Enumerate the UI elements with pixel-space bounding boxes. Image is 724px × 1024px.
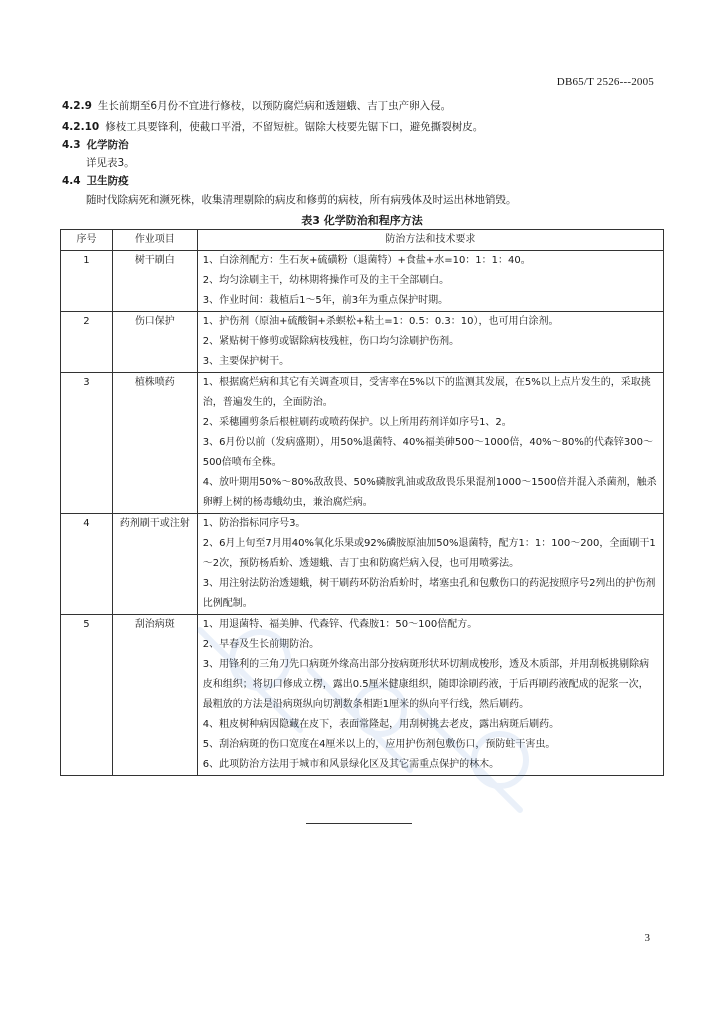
method-line: 2、采穗圃剪条后根桩刷药或喷药保护。以上所用药剂详如序号1、2。	[202, 417, 512, 428]
method-line: 5、刮治病斑的伤口宽度在4厘米以上的，应用护伤剂包敷伤口，预防蛀干害虫。	[202, 739, 556, 750]
control-methods-table	[60, 229, 664, 776]
method-line: 3、用注射法防治透翅蛾，树干刷药环防治盾蚧时，堵塞虫孔和包敷伤口的药泥按照序号2列出的护伤剂比例配制。	[202, 578, 656, 609]
method-line: 2、早春及生长前期防治。	[202, 639, 320, 650]
row-item: 伤口保护	[112, 312, 197, 373]
row-number: 4	[61, 514, 113, 615]
row-method	[197, 312, 663, 373]
row-item: 树干刷白	[112, 251, 197, 312]
clause-4-2-10	[62, 120, 662, 134]
method-line: 3、用锋利的三角刀先口病斑外缘高出部分按病斑形状环切割成梭形，透及木质部，并用刮板挑剔除病皮和组织；将切口修成立楞，露出0.5厘米健康组织，随即涂刷药液，于后再刷药液配成的泥浆一次，最粗放的方法是沿病斑纵向切割数条相距1厘米的纵向平行线，然后刷药。	[202, 659, 650, 710]
method-line: 2、6月上旬至7月用40%氧化乐果或92%磷胺原油加50%退菌特，配方1：1：100～200，全面刷干1～2次，预防杨盾蚧、透翅蛾、吉丁虫和防腐烂病入侵，也可用喷雾法。	[202, 538, 656, 569]
row-item: 刮治病斑	[112, 615, 197, 776]
clause-heading: 卫生防疫	[86, 175, 129, 187]
row-item: 植株喷药	[112, 373, 197, 514]
row-number: 5	[61, 615, 113, 776]
method-line: 4、粗皮树种病因隐藏在皮下，表面常隆起，用刮树挑去老皮，露出病斑后刷药。	[202, 719, 560, 730]
clause-4-3-heading	[62, 138, 662, 152]
row-method	[197, 514, 663, 615]
clause-4-3-text	[62, 156, 686, 170]
method-line: 2、均匀涂刷主干，幼林期将操作可及的主干全部刷白。	[202, 275, 450, 286]
method-line: 1、护伤剂（原油+硫酸铜+杀螟松+粘土=1：0.5：0.3：10），也可用白涂剂。	[202, 316, 559, 327]
header-item: 作业项目	[112, 230, 197, 251]
header-no: 序号	[61, 230, 113, 251]
method-line: 3、6月份以前（发病盛期），用50%退菌特、40%福美砷500～1000倍，40%～80%的代森锌300～500倍喷布全株。	[202, 437, 653, 468]
clause-number: 4.2.9	[62, 100, 92, 112]
table-row	[61, 615, 664, 776]
table-row	[61, 251, 664, 312]
page-number: 3	[644, 932, 650, 944]
method-line: 6、此项防治方法用于城市和风景绿化区及其它需重点保护的林木。	[202, 759, 500, 770]
row-item: 药剂刷干或注射	[112, 514, 197, 615]
table-row	[61, 373, 664, 514]
clause-4-4-heading	[62, 174, 662, 188]
row-number: 2	[61, 312, 113, 373]
row-method	[197, 615, 663, 776]
row-method	[197, 373, 663, 514]
clause-text: 生长前期至6月份不宜进行修枝，以预防腐烂病和透翅蛾、吉丁虫产卵入侵。	[97, 100, 452, 112]
end-divider	[306, 823, 412, 824]
method-line: 3、作业时间：栽植后1～5年，前3年为重点保护时期。	[202, 295, 449, 306]
clause-4-2-9	[62, 99, 662, 113]
row-number: 1	[61, 251, 113, 312]
method-line: 4、放叶期用50%～80%敌敌畏、50%磷胺乳油或敌敌畏乐果混剂1000～1500倍并混入杀菌剂，触杀卵孵上树的杨毒蛾幼虫，兼治腐烂病。	[202, 477, 657, 508]
method-line: 3、主要保护树干。	[202, 356, 290, 367]
clause-text: 详见表3。	[86, 157, 135, 169]
row-method	[197, 251, 663, 312]
table-title: 表3 化学防治和程序方法	[301, 214, 423, 227]
table-header-row	[61, 230, 664, 251]
standard-code: DB65/T 2526---2005	[556, 76, 654, 88]
clause-text: 随时伐除病死和濒死株，收集清理剔除的病皮和修剪的病枝，所有病残体及时运出林地销毁。	[86, 194, 517, 206]
clause-number: 4.2.10	[62, 121, 100, 133]
method-line: 1、根据腐烂病和其它有关调查项目，受害率在5%以下的监测其发展，在5%以上点片发生的，采取挑治，普遍发生的，全面防治。	[202, 377, 651, 408]
table-row	[61, 514, 664, 615]
clause-heading: 化学防治	[86, 139, 129, 151]
method-line: 2、紧贴树干修剪或锯除病枝残桩，伤口均匀涂刷护伤剂。	[202, 336, 460, 347]
method-line: 1、用退菌特、福美胂、代森锌、代森胺1：50～100倍配方。	[202, 619, 478, 630]
row-number: 3	[61, 373, 113, 514]
method-line: 1、防治指标同序号3。	[202, 518, 306, 529]
clause-number: 4.3	[62, 139, 81, 151]
clause-4-4-text	[62, 193, 686, 207]
table-row	[61, 312, 664, 373]
clause-number: 4.4	[62, 175, 81, 187]
clause-text: 修枝工具要锋利，使截口平滑，不留短桩。锯除大枝要先锯下口，避免撕裂树皮。	[105, 121, 484, 133]
header-method: 防治方法和技术要求	[197, 230, 663, 251]
method-line: 1、白涂剂配方：生石灰+硫磺粉（退菌特）+食盐+水=10：1：1：40。	[202, 255, 531, 266]
